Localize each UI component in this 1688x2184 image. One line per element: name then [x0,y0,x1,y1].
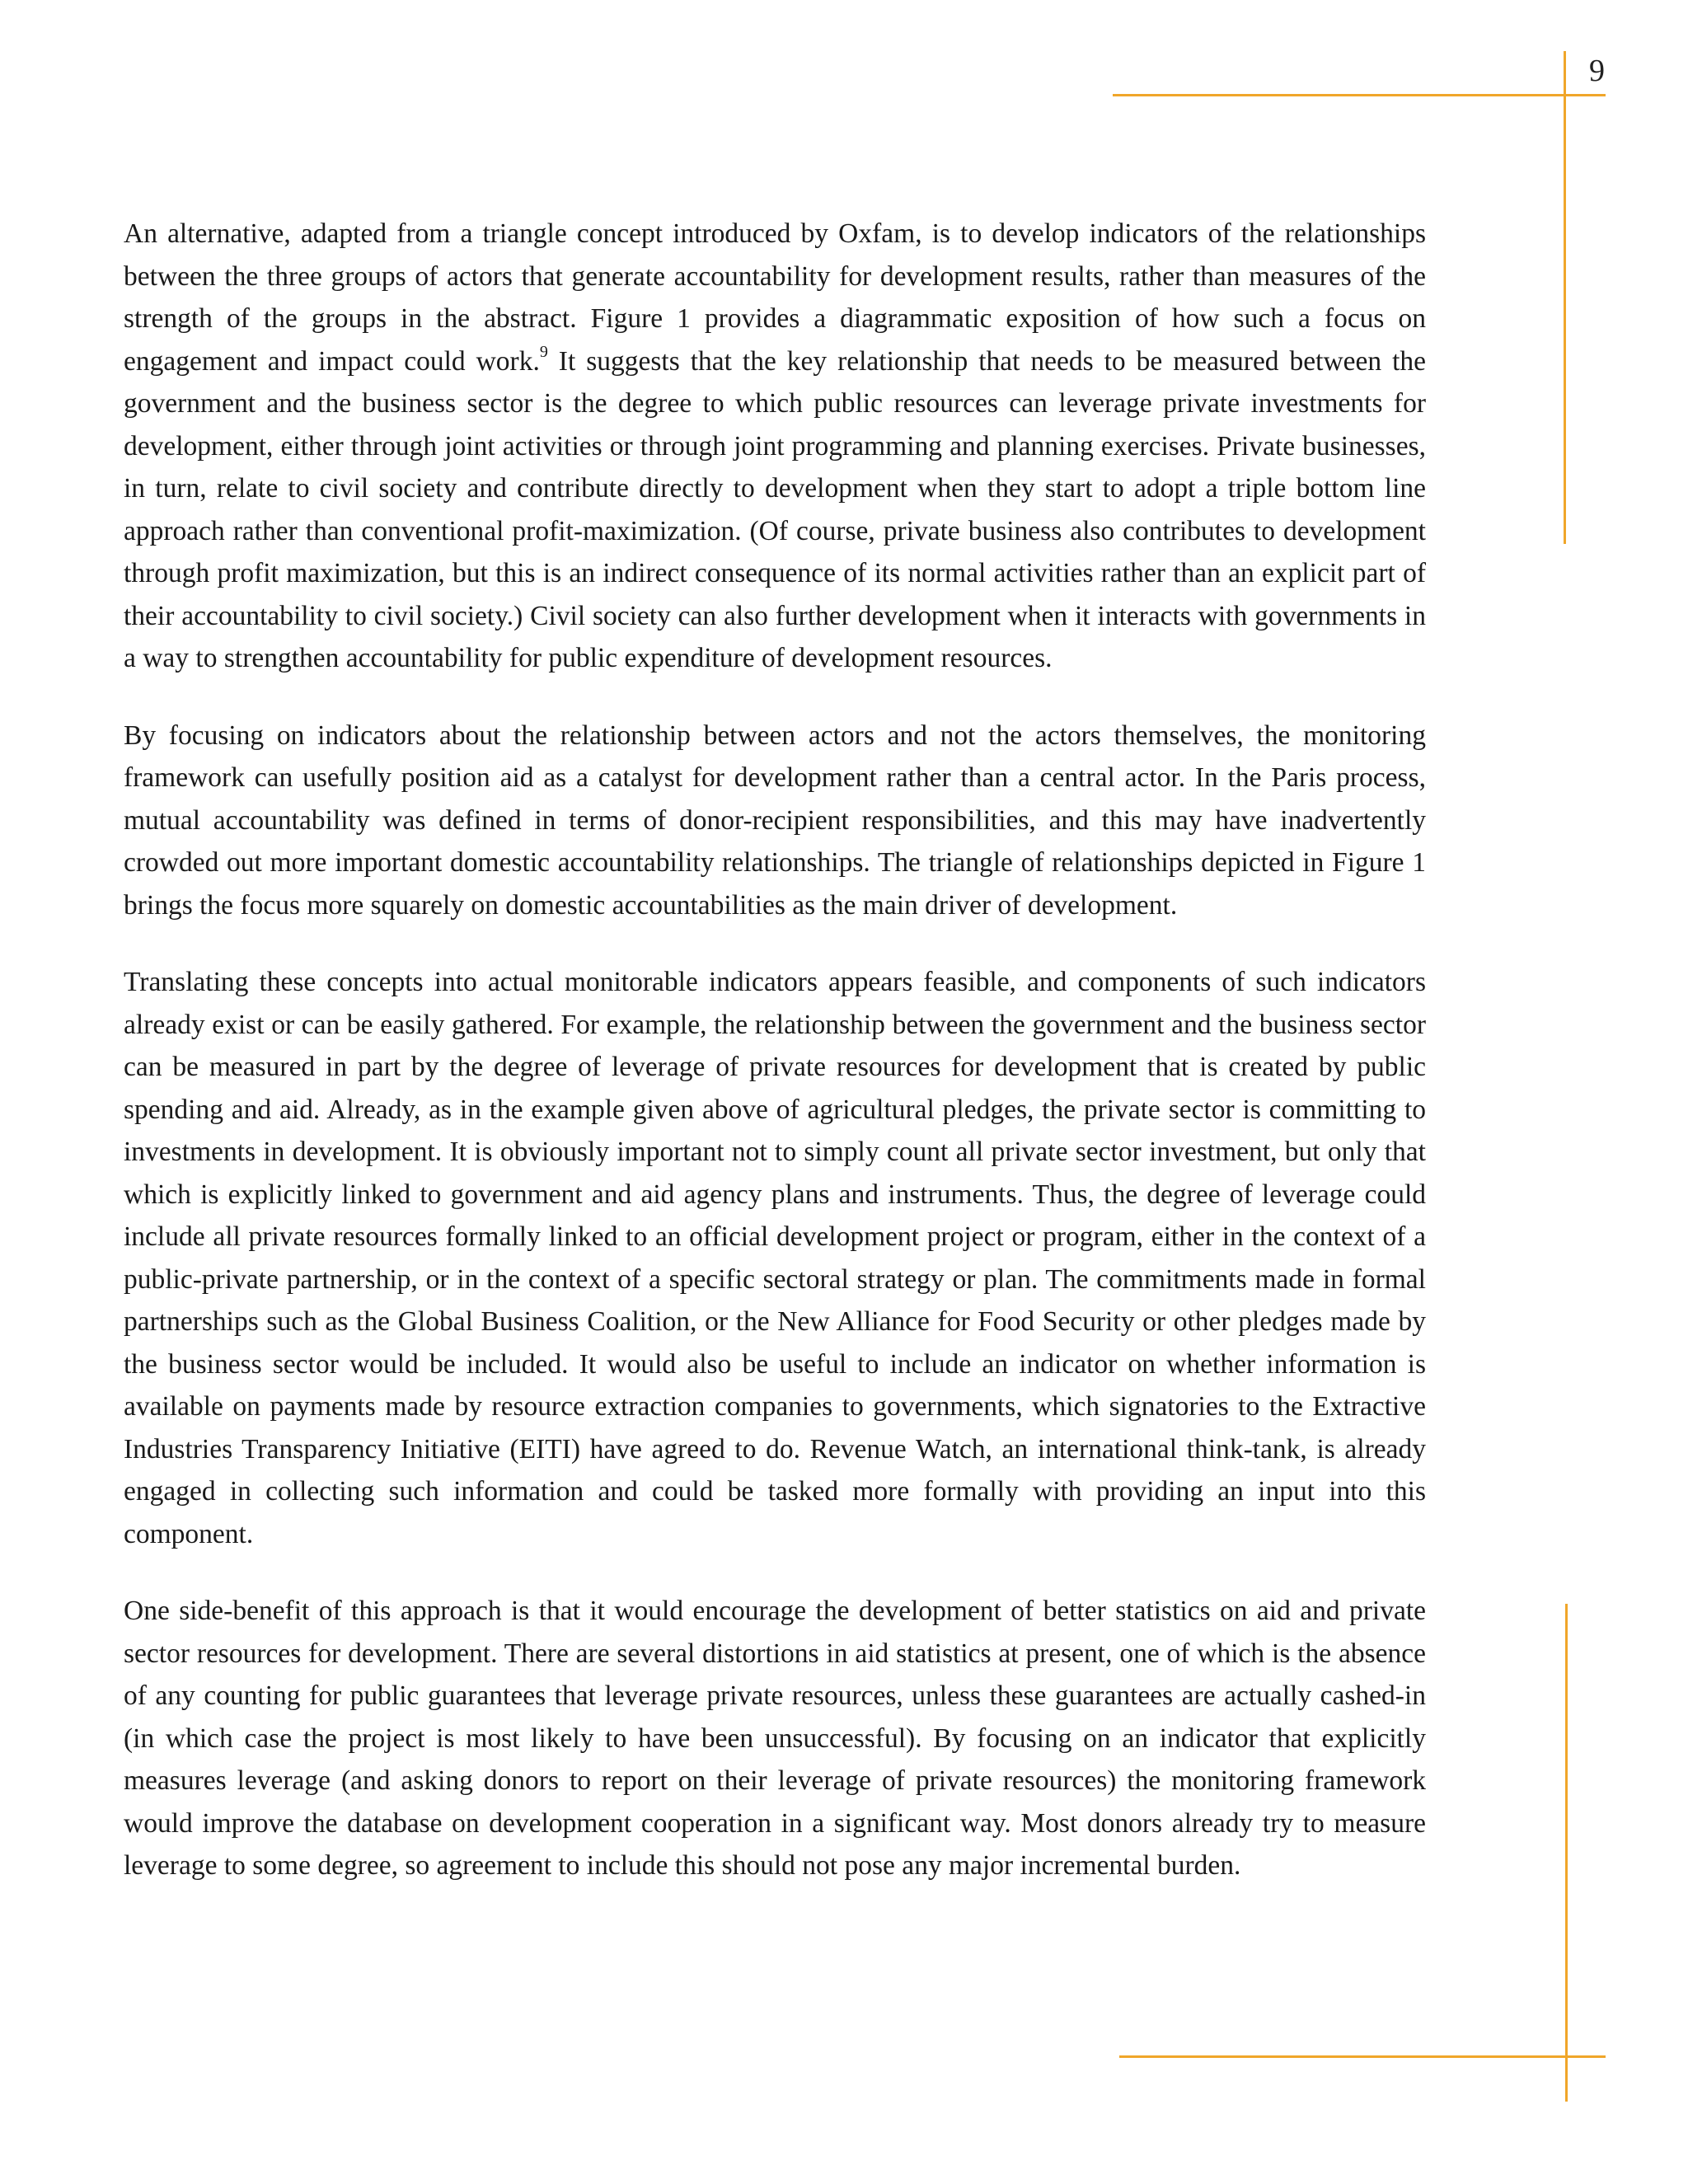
top-horizontal-rule [1113,94,1606,96]
paragraph-3: Translating these concepts into actual monitorable indicators appears feasible, and components of such indicators already exist or can be easily gathered. For example, the relationship between the government and the business sector can be measured in part by the degree of leverage of private resources for development that is created by public spending and aid. Already, as in the example given above of agricultural pledges, the private sector is committing to investments in development. It is obviously important not to simply count all private sector investment, but only that which is explicitly linked to government and aid agency plans and instruments. Thus, the degree of leverage could include all private resources formally linked to an official development project or program, either in the context of a public-private partnership, or in the context of a specific sectoral strategy or plan. The commitments made in formal partnerships such as the Global Business Coalition, or the New Alliance for Food Security or other pledges made by the business sector would be included. It would also be useful to include an indicator on whether information is available on payments made by resource extraction companies to governments, which signatories to the Extractive Industries Transparency Initiative (EITI) have agreed to do. Revenue Watch, an international think-tank, is already engaged in collecting such information and could be tasked more formally with providing an input into this component. [124,967,1426,1549]
bottom-vertical-rule [1565,1604,1568,2102]
page-number: 9 [1589,54,1605,88]
paragraph-2: By focusing on indicators about the relationship between actors and not the actors themselves, the monitoring framework can usefully position aid as a catalyst for development rather than a central actor. In the Paris process, mutual accountability was defined in terms of donor-recipient responsibilities, and this may have inadvertently crowded out more important domestic accountability relationships. The triangle of relationships depicted in Figure 1 brings the focus more squarely on domestic accountabilities as the main driver of development. [124,719,1426,921]
bottom-horizontal-rule [1119,2055,1606,2058]
paragraph-4: One side-benefit of this approach is that it would encourage the development of better statistics on aid and private sector resources for development. There are several distortions in aid statistics at present, one of which is the absence of any counting for public guarantees that leverage private resources, unless these guarantees are actually cashed-in (in which case the project is most likely to have been unsuccessful). By focusing on an indicator that explicitly measures leverage (and asking donors to report on their leverage of private resources) the monitoring framework would improve the database on development cooperation in a significant way. Most donors already try to measure leverage to some degree, so agreement to include this should not pose any major incremental burden. [124,1596,1426,1881]
paragraph-1-text: An alternative, adapted from a triangle concept introduced by Oxfam, is to develop indicators of the relationships between the three groups of actors that generate accountability for development results, rather than measures of the strength of the groups in the abstract. Figure 1 provides a diagrammatic exposition of how such a focus on engagement and impact could work. [124,218,1426,377]
body-text [124,213,1426,1922]
paragraph-1-text-continued: It suggests that the key relationship that needs to be measured between the government and the business sector is the degree to which public resources can leverage private investments for development, either through joint activities or through joint programming and planning exercises. Private businesses, in turn, relate to civil society and contribute directly to development when they start to adopt a triple bottom line approach rather than conventional profit-maximization. (Of course, private business also contributes to development through profit maximization, but this is an indirect consequence of its normal activities rather than an explicit part of their accountability to civil society.) Civil society can also further development when it interacts with governments in a way to strengthen accountability for public expenditure of development resources. [124,345,1426,673]
paragraph-1 [124,213,1426,680]
footnote-ref[interactable]: 9 [539,342,548,361]
top-vertical-rule [1564,51,1566,544]
